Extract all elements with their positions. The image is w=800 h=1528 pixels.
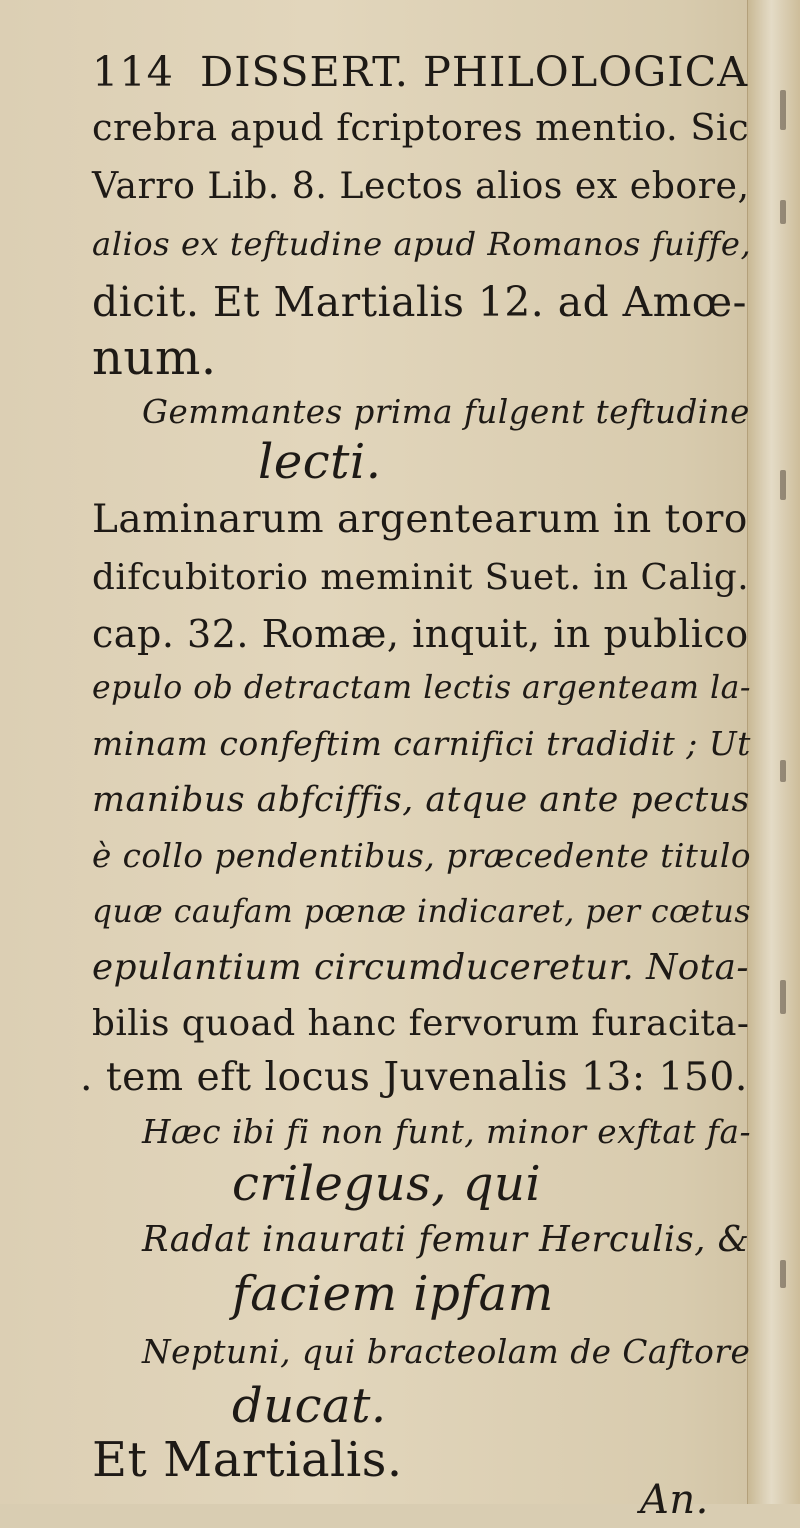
- text-line: dicit. Et Martialis 12. ad Amœ-: [92, 278, 747, 326]
- text-line: bilis quoad hanc fervorum furacita-: [92, 1003, 750, 1044]
- running-header: [92, 44, 748, 100]
- text-line: alios ex teftudine apud Romanos fuiffe,: [92, 225, 752, 263]
- text-line: quæ caufam pœnæ indicaret, per cœtus: [92, 894, 751, 930]
- catchword: An.: [640, 1477, 709, 1523]
- verse-line: crilegus, qui: [232, 1156, 542, 1212]
- page-gutter-edge: [747, 0, 800, 1504]
- text-line: cap. 32. Romæ, inquit, in publico: [92, 612, 749, 656]
- gutter-stain: [780, 90, 786, 130]
- gutter-stain: [780, 470, 786, 500]
- verse-line: Radat inaurati femur Herculis, &: [142, 1219, 750, 1260]
- verse-line: faciem ipfam: [232, 1266, 554, 1322]
- verse-line: Neptuni, qui bracteolam de Caftore: [142, 1333, 751, 1371]
- text-line: manibus abfciffis, atque ante pectus: [92, 780, 750, 820]
- gutter-stain: [780, 980, 786, 1014]
- text-line: è collo pendentibus, præcedente titulo: [92, 837, 751, 875]
- text-line: minam confeftim carnifici tradidit ; Ut: [92, 724, 751, 763]
- verse-line: Gemmantes prima fulgent teftudine: [142, 393, 750, 431]
- text-line: Et Martialis.: [92, 1432, 403, 1488]
- gutter-stain: [780, 1260, 786, 1288]
- text-line: epulo ob detractam lectis argenteam la-: [92, 670, 752, 706]
- text-line: Varro Lib. 8. Lectos alios ex ebore,: [92, 164, 750, 207]
- gutter-stain: [780, 200, 786, 224]
- text-line: Laminarum argentearum in toro: [92, 497, 748, 542]
- running-title: DISSERT. PHILOLOGICA: [200, 48, 749, 96]
- text-line: epulantium circumduceretur. Nota-: [92, 947, 749, 988]
- gutter-stain: [780, 760, 786, 782]
- text-line: num.: [92, 330, 217, 386]
- text-line: crebra apud fcriptores mentio. Sic: [92, 106, 750, 149]
- text-line: . tem eft locus Juvenalis 13: 150.: [80, 1055, 748, 1100]
- verse-line: Hæc ibi fi non funt, minor exftat fa-: [142, 1113, 752, 1151]
- page-number: 114: [92, 48, 175, 96]
- verse-line: ducat.: [232, 1378, 387, 1434]
- verse-line: lecti.: [258, 434, 382, 490]
- text-line: difcubitorio meminit Suet. in Calig.: [92, 557, 750, 598]
